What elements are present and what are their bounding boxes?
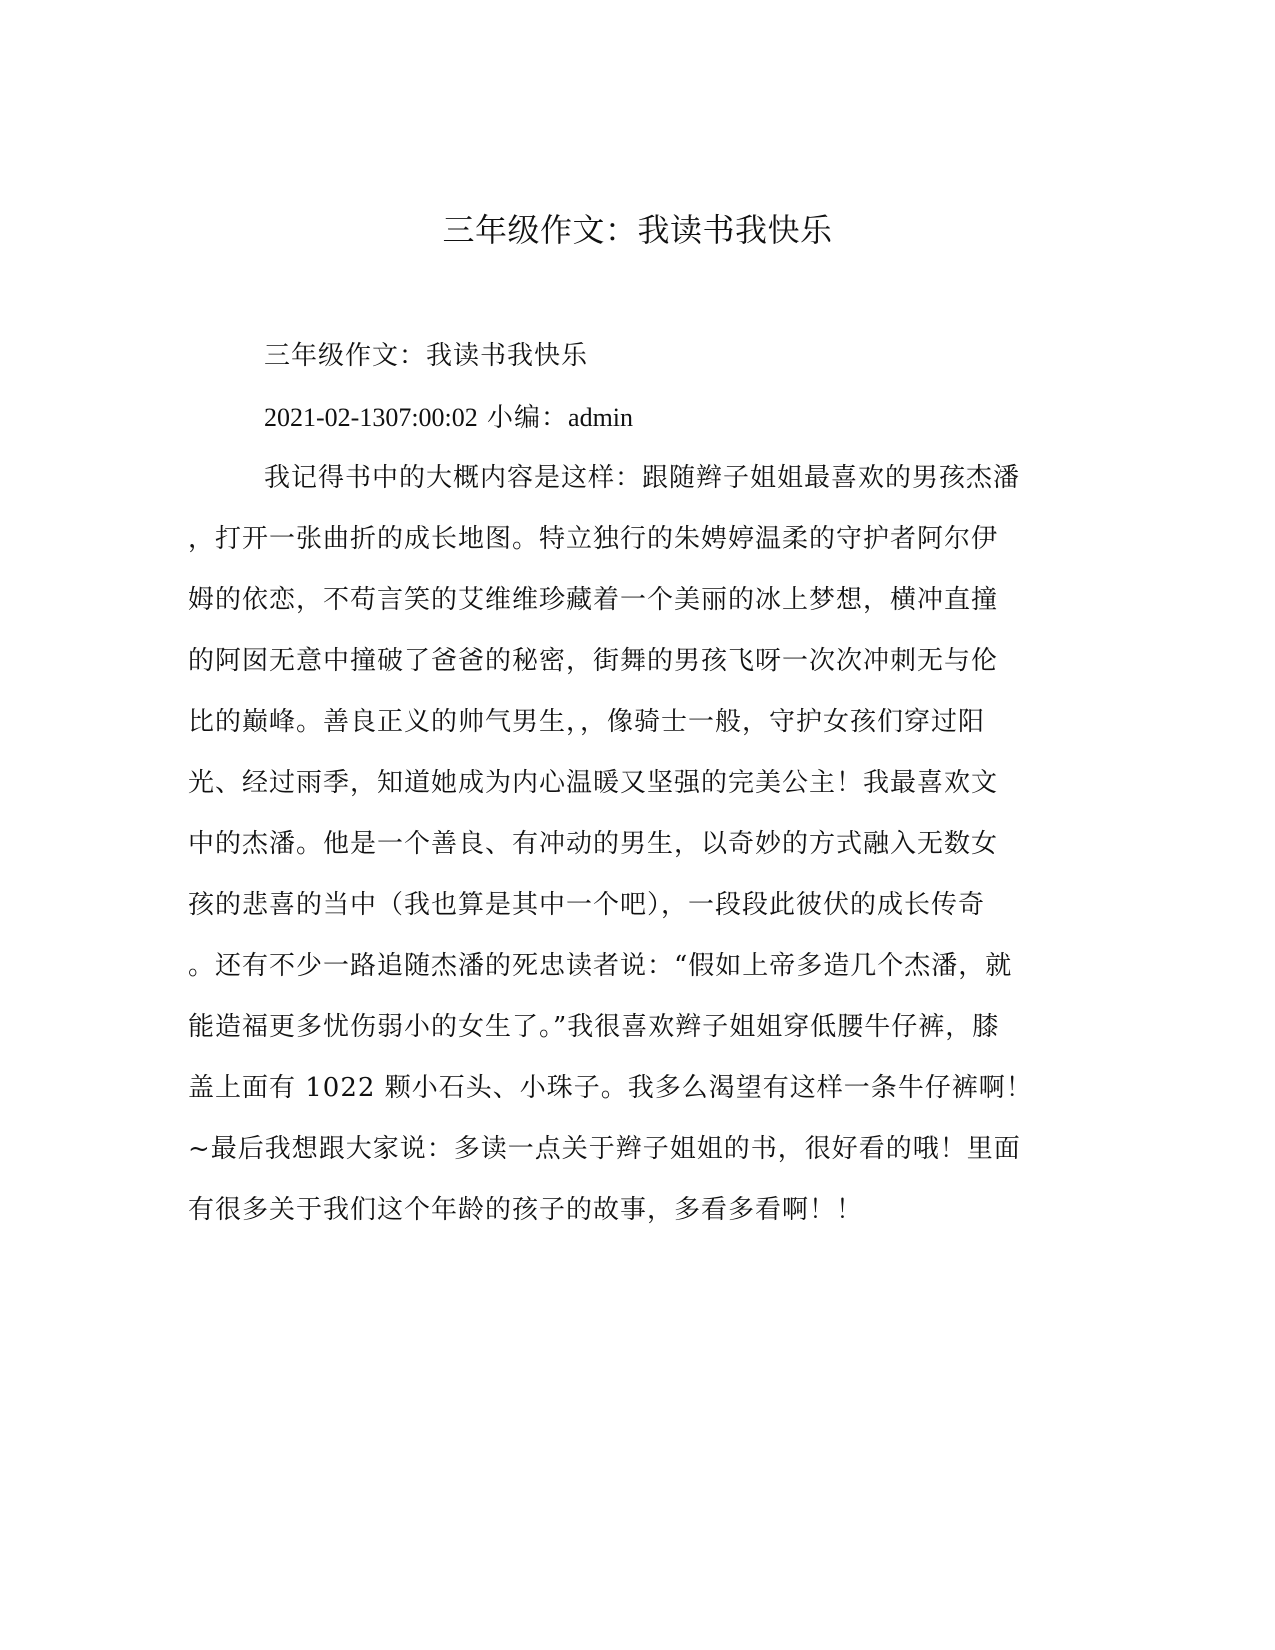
body-line: 姆的依恋，不苟言笑的艾维维珍藏着一个美丽的冰上梦想，横冲直撞 [188, 585, 999, 615]
body-line: 能造福更多忧伤弱小的女生了。”我很喜欢辫子姐姐穿低腰牛仔裤，膝 [188, 1012, 1000, 1042]
publish-date: 2021-02-1307:00:02 [264, 403, 478, 432]
body-line: 我记得书中的大概内容是这样：跟随辫子姐姐最喜欢的男孩杰潘 [264, 463, 1021, 493]
body-line: 。还有不少一路追随杰潘的死忠读者说：“假如上帝多造几个杰潘，就 [188, 951, 1013, 981]
body-line: 的阿囡无意中撞破了爸爸的秘密，街舞的男孩飞呀一次次冲刺无与伦 [188, 646, 999, 676]
body-line: ~最后我想跟大家说：多读一点关于辫子姐姐的书，很好看的哦！里面 [188, 1134, 1021, 1164]
body-line: 盖上面有 1022 颗小石头、小珠子。我多么渴望有这样一条牛仔裤啊！ [188, 1073, 1033, 1103]
body-line: 光、经过雨季，知道她成为内心温暖又坚强的完美公主！我最喜欢文 [188, 768, 999, 798]
body-line: 孩的悲喜的当中（我也算是其中一个吧），一段段此彼伏的成长传奇 [188, 890, 986, 920]
document-content [188, 326, 1073, 1241]
editor-name: admin [568, 403, 634, 432]
body-line: 有很多关于我们这个年龄的孩子的故事，多看多看啊！！ [188, 1195, 864, 1225]
body-line: 中的杰潘。他是一个善良、有冲动的男生，以奇妙的方式融入无数女 [188, 829, 999, 859]
document-meta [188, 387, 1073, 448]
document-subtitle: 三年级作文：我读书我快乐 [264, 341, 589, 371]
body-line: ，打开一张曲折的成长地图。特立独行的朱娉婷温柔的守护者阿尔伊 [188, 524, 999, 554]
body-line: 比的巅峰。善良正义的帅气男生，，像骑士一般，守护女孩们穿过阳 [188, 707, 986, 737]
editor-label: 小编： [487, 403, 569, 433]
document-title: 三年级作文：我读书我快乐 [442, 211, 833, 249]
